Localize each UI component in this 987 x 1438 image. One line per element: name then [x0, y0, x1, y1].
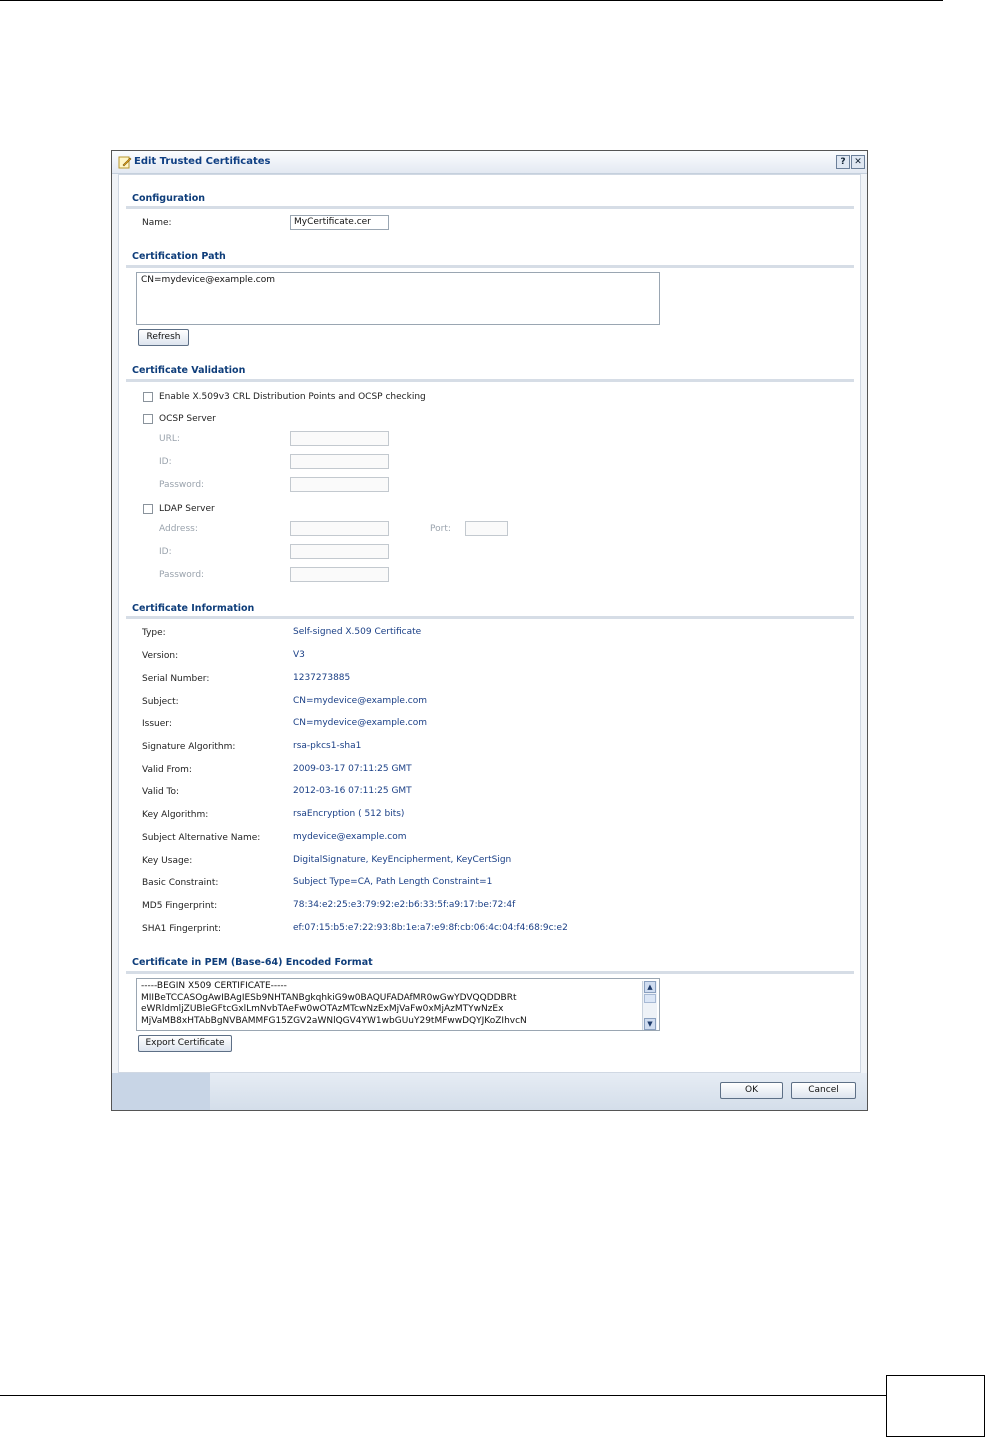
info-signature-algorithm-label: Signature Algorithm:: [142, 742, 236, 752]
info-sha1-fingerprint-label: SHA1 Fingerprint:: [142, 924, 222, 934]
certification-path-list[interactable]: [136, 272, 660, 325]
ldap-id-input[interactable]: [290, 544, 389, 559]
ldap-server-checkbox[interactable]: [143, 504, 153, 514]
pem-line: eWRldmljZUBleGFtcGxlLmNvbTAeFw0wOTAzMTcwNzExMjVaFw0xMjAzMTYwNzEx: [141, 1004, 504, 1014]
info-version-value: V3: [293, 650, 305, 660]
info-issuer-value: CN=mydevice@example.com: [293, 718, 428, 728]
info-valid-from-value: 2009-03-17 07:11:25 GMT: [293, 764, 412, 774]
dialog-titlebar: [112, 151, 867, 174]
ocsp-password-label: Password:: [159, 480, 205, 490]
ldap-id-label: ID:: [159, 547, 172, 557]
section-title-configuration: Configuration: [132, 193, 206, 204]
info-valid-to-label: Valid To:: [142, 787, 180, 797]
info-subject-alternative-name-value: mydevice@example.com: [293, 832, 407, 842]
ldap-password-input[interactable]: [290, 567, 389, 582]
ldap-address-label: Address:: [159, 524, 198, 534]
section-divider: [126, 379, 854, 382]
section-divider: [126, 616, 854, 619]
scroll-down-arrow-icon[interactable]: ▼: [644, 1018, 656, 1030]
dialog-title: Edit Trusted Certificates: [134, 156, 271, 167]
section-title-certification-path: Certification Path: [132, 251, 226, 262]
info-key-usage-value: DigitalSignature, KeyEncipherment, KeyCertSign: [293, 855, 512, 865]
section-divider: [126, 971, 854, 974]
ldap-address-input[interactable]: [290, 521, 389, 536]
page-number-box: [886, 1375, 985, 1437]
section-title-certificate-information: Certificate Information: [132, 603, 255, 614]
section-divider: [126, 265, 854, 268]
scrollbar-thumb[interactable]: [644, 994, 656, 1003]
footer-left-panel: [112, 1073, 210, 1110]
ldap-password-label: Password:: [159, 570, 205, 580]
section-divider: [126, 206, 854, 209]
info-md5-fingerprint-value: 78:34:e2:25:e3:79:92:e2:b6:33:5f:a9:17:be:72:4f: [293, 900, 516, 910]
pem-line: MIIBeTCCASOgAwIBAgIESb9NHTANBgkqhkiG9w0BAQUFADAfMR0wGwYDVQQDDBRt: [141, 992, 517, 1003]
edit-trusted-certificates-dialog: [111, 150, 868, 1111]
pem-line: MjVaMB8xHTAbBgNVBAMMFG15ZGV2aWNlQGV4YW1wbGUuY29tMFwwDQYJKoZIhvcN: [141, 1015, 527, 1026]
name-input[interactable]: MyCertificate.cer: [290, 215, 389, 230]
ocsp-server-checkbox[interactable]: [143, 414, 153, 424]
certification-path-entry[interactable]: CN=mydevice@example.com: [141, 275, 276, 285]
ldap-server-label: LDAP Server: [159, 504, 215, 514]
page-footer-rule: [0, 1395, 887, 1396]
info-subject-value: CN=mydevice@example.com: [293, 696, 428, 706]
dialog-footer: [112, 1073, 867, 1110]
info-version-label: Version:: [142, 651, 179, 661]
pem-scrollbar[interactable]: [642, 981, 657, 1030]
info-issuer-label: Issuer:: [142, 719, 172, 729]
info-subject-label: Subject:: [142, 697, 179, 707]
info-serial-number-label: Serial Number:: [142, 674, 210, 684]
refresh-button[interactable]: Refresh: [138, 329, 189, 346]
info-key-algorithm-label: Key Algorithm:: [142, 810, 209, 820]
info-subject-alternative-name-label: Subject Alternative Name:: [142, 833, 261, 843]
ocsp-id-input[interactable]: [290, 454, 389, 469]
pem-certificate-textarea[interactable]: [136, 978, 660, 1031]
section-title-pem-format: Certificate in PEM (Base-64) Encoded Format: [132, 957, 373, 968]
help-icon[interactable]: ?: [836, 155, 850, 169]
cancel-button[interactable]: Cancel: [791, 1082, 856, 1099]
info-signature-algorithm-value: rsa-pkcs1-sha1: [293, 741, 362, 751]
info-key-algorithm-value: rsaEncryption ( 512 bits): [293, 809, 405, 819]
info-md5-fingerprint-label: MD5 Fingerprint:: [142, 901, 218, 911]
close-icon[interactable]: ✕: [851, 155, 865, 169]
page-header-rule: [0, 0, 943, 1]
section-title-certificate-validation: Certificate Validation: [132, 365, 246, 376]
info-key-usage-label: Key Usage:: [142, 856, 193, 866]
ocsp-url-label: URL:: [159, 434, 180, 444]
ok-button[interactable]: OK: [720, 1082, 783, 1099]
ocsp-server-label: OCSP Server: [159, 414, 216, 424]
ocsp-url-input[interactable]: [290, 431, 389, 446]
ldap-port-label: Port:: [430, 524, 451, 534]
pem-line: -----BEGIN X509 CERTIFICATE-----: [141, 981, 287, 991]
edit-pencil-icon: [118, 155, 132, 169]
info-serial-number-value: 1237273885: [293, 673, 351, 683]
ocsp-password-input[interactable]: [290, 477, 389, 492]
info-valid-to-value: 2012-03-16 07:11:25 GMT: [293, 786, 412, 796]
enable-crl-ocsp-label: Enable X.509v3 CRL Distribution Points and OCSP checking: [159, 392, 426, 402]
info-valid-from-label: Valid From:: [142, 765, 192, 775]
export-certificate-button[interactable]: Export Certificate: [138, 1035, 232, 1052]
dialog-content: [118, 174, 861, 1073]
info-type-label: Type:: [142, 628, 166, 638]
info-sha1-fingerprint-value: ef:07:15:b5:e7:22:93:8b:1e:a7:e9:8f:cb:06:4c:04:f4:68:9c:e2: [293, 923, 568, 933]
info-basic-constraint-value: Subject Type=CA, Path Length Constraint=1: [293, 877, 493, 887]
ldap-port-input[interactable]: [465, 521, 508, 536]
enable-crl-ocsp-checkbox[interactable]: [143, 392, 153, 402]
info-basic-constraint-label: Basic Constraint:: [142, 878, 219, 888]
name-label: Name:: [142, 218, 172, 228]
info-type-value: Self-signed X.509 Certificate: [293, 627, 422, 637]
scroll-up-arrow-icon[interactable]: ▲: [644, 981, 656, 993]
ocsp-id-label: ID:: [159, 457, 172, 467]
